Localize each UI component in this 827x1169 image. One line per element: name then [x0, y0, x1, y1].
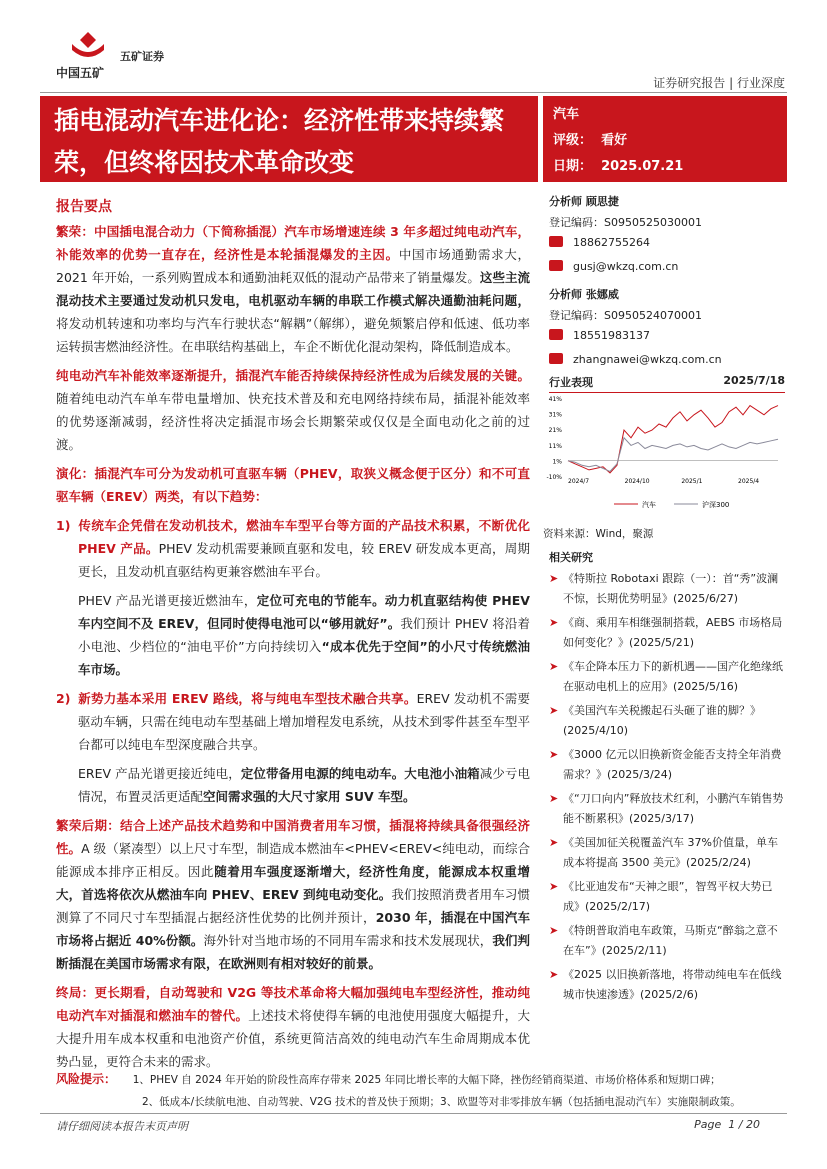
footer: 请仔细阅读本报告末页声明 Page 1 / 20	[56, 1118, 760, 1133]
perf-source: 资料来源：Wind，聚源	[543, 528, 654, 540]
related-item[interactable]: ➤ 《“刀口向内”释放技术红利，小鹏汽车销售势能不断累积》(2025/3/17)	[549, 789, 785, 829]
arrow-icon: ➤	[549, 659, 559, 673]
arrow-icon: ➤	[549, 835, 559, 849]
list-item-2: 2) 新势力基本采用 EREV 路线，将与纯电车型技术融合共享。EREV 发动机不需要驱动车辆，只需在纯电动车型基础上增加增程发电系统，从技术到零件甚至车型平台都可以纯电车型深度融合共享。 EREV 产品光谱更接近纯电，定位带备用电源的纯电动车。大电池小油箱减少亏电情况，布置灵活更适配空间需求强的大尺寸家用 SUV 车型。	[56, 691, 530, 804]
summary-heading: 报告要点	[56, 199, 112, 215]
para-late-prosperity: 繁荣后期：结合上述产品技术趋势和中国消费者用车习惯，插混将持续具备很强经济性。A 级（紧凑型）以上尺寸车型，制造成本燃油车<PHEV<EREV<纯电动，而综合能源成本排序正相反。因此随着用车强度逐渐增大，经济性角度，能源成本权重增大，首选将依次从燃油车向 PHEV、EREV 到纯电动变化。我们按照消费者用车习惯测算了不同尺寸车型插混占据经济性优势的比例并预计，2030 年，插混在中国汽车市场将占据近 40%份额。海外针对当地市场的不同用车需求和技术发展现状，我们判断插混在美国市场需求有限，在欧洲则有相对较好的前景。	[56, 818, 530, 971]
y-tick-label: 41%	[548, 396, 562, 403]
x-tick-label: 2025/1	[681, 478, 703, 485]
para-endgame: 终局：更长期看，自动驾驶和 V2G 等技术革命将大幅加强纯电车型经济性，推动纯电动汽车对插混和燃油车的替代。上述技术将使得车辆的电池使用强度大幅提升，大大提升用车成本权重和电池资产价值，系统更简洁高效的纯电动汽车生命周期成本优势凸显，更符合未来的需求。	[56, 985, 530, 1069]
related-item[interactable]: ➤ 《美国加征关税覆盖汽车 37%价值量，单车成本将提高 3500 美元》(2025/2/24)	[549, 833, 785, 873]
y-tick-label: 11%	[548, 442, 562, 450]
date: 日期： 2025.07.21	[553, 159, 684, 174]
related-item[interactable]: ➤ 《2025 以旧换新落地，将带动纯电车在低线城市快速渗透》(2025/2/6)	[549, 965, 785, 1005]
related-item[interactable]: ➤ 《美国汽车关税搬起石头砸了谁的脚？》(2025/4/10)	[549, 701, 785, 741]
report-title: 插电混动汽车进化论：经济性带来持续繁荣，但终将因技术革命改变	[54, 106, 505, 177]
related-research: 相关研究 ➤ 《特斯拉 Robotaxi 跟踪（一）：首“秀”波澜不惊，长期优势明显》(2025/6/27) ➤ 《商、乘用车相继强制搭载，AEBS 市场格局如何变化？》(2025/5/21) ➤ 《车企降本压力下的新机遇——国产化绝缘纸在驱动电机上的应用》(2025/5/16) ➤ 《美国汽车关税搬起石头砸了谁的脚？》(2025/4/10) ➤ 《3000 亿元以旧换新资金能否支持全年消费需求？》(2025/3/24) ➤ 《“刀口向内”释放技术红利，小鹏汽车销售势能不断累积》(2025/3/17) ➤ 《美国加征关税覆盖汽车 37%价值量，单车成本将提高 3500 美元》(2025/2/24) ➤ 《比亚迪发布“天神之眼”，智驾平权大势已成》(2025/2/17) ➤ 《特朗普取消电车政策，马斯克“醉翁之意不在车”》(2025/2/11) ➤ 《2025 以旧换新落地，将带动纯电车在低线城市快速渗透》(2025/2/6)	[549, 548, 785, 1009]
series-line-0	[568, 406, 778, 473]
brand-name: 中国五矿	[56, 66, 105, 80]
legend-label: 汽车	[642, 501, 656, 509]
brand-sub: 五矿证券	[120, 50, 164, 63]
arrow-icon: ➤	[549, 703, 559, 717]
footer-divider	[40, 1113, 787, 1114]
related-item[interactable]: ➤ 《特斯拉 Robotaxi 跟踪（一）：首“秀”波澜不惊，长期优势明显》(2025/6/27)	[549, 569, 785, 609]
arrow-icon: ➤	[549, 791, 559, 805]
phone-icon	[549, 329, 563, 340]
related-item[interactable]: ➤ 《商、乘用车相继强制搭载，AEBS 市场格局如何变化？》(2025/5/21)	[549, 613, 785, 653]
perf-header: 行业表现 2025/7/18	[549, 374, 785, 393]
arrow-icon: ➤	[549, 571, 559, 585]
rating: 评级： 看好	[553, 133, 628, 148]
para-ev-efficiency: 纯电动汽车补能效率逐渐提升，插混汽车能否持续保持经济性成为后续发展的关键。随着纯电动汽车单车带电量增加、快充技术普及和充电网络持续布局，插混补能效率的优势逐渐减弱，经济性将决定插混市场会长期繁荣或仅仅是全面电动化之前的过渡。	[56, 368, 530, 452]
x-tick-label: 2024/7	[568, 478, 590, 485]
x-tick-label: 2025/4	[738, 478, 760, 485]
industry-box	[543, 96, 787, 182]
email-icon	[549, 353, 563, 364]
brand-logo	[56, 30, 196, 80]
related-item[interactable]: ➤ 《比亚迪发布“天神之眼”，智驾平权大势已成》(2025/2/17)	[549, 877, 785, 917]
email-icon	[549, 260, 563, 271]
minmetals-logo-icon	[66, 30, 110, 64]
related-item[interactable]: ➤ 《3000 亿元以旧换新资金能否支持全年消费需求？》(2025/3/24)	[549, 745, 785, 785]
x-tick-label: 2024/10	[624, 478, 650, 485]
risk-warning: 风险提示： 1、PHEV 自 2024 年开始的阶段性高库存带来 2025 年同比增长率的大幅下降，挫伤经销商渠道、市场价格体系和短期口碑； 2、低成本/长续航电池、自动驾驶、V2G 技术的普及快于预期；3、欧盟等对非零排放车辆（包括插电混动汽车）实施限制政策。	[56, 1072, 741, 1108]
related-item[interactable]: ➤ 《车企降本压力下的新机遇——国产化绝缘纸在驱动电机上的应用》(2025/5/16)	[549, 657, 785, 697]
analysts: 分析师 顾思捷 登记编码：S0950525030001 18862755264 gusj@wkzq.com.cn 分析师 张娜威 登记编码：S0950524070001 18551983137 zhangnawei@wkzq.com.cn	[549, 195, 722, 366]
para-evolution: 演化：插混汽车可分为发动机可直驱车辆（PHEV，取狭义概念便于区分）和不可直驱车辆（EREV）两类，有以下趋势：	[56, 466, 530, 504]
series-line-1	[568, 438, 778, 472]
arrow-icon: ➤	[549, 747, 559, 761]
para-prosperity: 繁荣：中国插电混合动力（下简称插混）汽车市场增速连续 3 年多超过纯电动汽车，补能效率的优势一直存在，经济性是本轮插混爆发的主因。中国市场通勤需求大，2021 年开始，一系列购置成本和通勤油耗双低的混动产品带来了销量爆发。这些主流混动技术主要通过发动机只发电，电机驱动车辆的串联工作模式解决通勤油耗问题，将发动机转速和功率均与汽车行驶状态“解耦”（解绑），避免频繁启停和低速、低功率运转损害燃油经济性。在串联结构基础上，车企不断优化混动架构，降低制造成本。	[56, 224, 530, 354]
arrow-icon: ➤	[549, 879, 559, 893]
y-tick-label: 21%	[548, 427, 562, 435]
arrow-icon: ➤	[549, 615, 559, 629]
y-tick-label: 31%	[548, 411, 562, 419]
summary-body	[56, 220, 530, 1079]
arrow-icon: ➤	[549, 923, 559, 937]
report-type: 证券研究报告 | 行业深度	[653, 76, 785, 90]
y-tick-label: -10%	[546, 474, 562, 481]
perf-chart	[544, 392, 788, 516]
header-divider	[40, 92, 787, 93]
list-item-1: 1) 传统车企凭借在发动机技术，燃油车车型平台等方面的产品技术积累，不断优化 PHEV 产品。PHEV 发动机需要兼顾直驱和发电，较 EREV 研发成本更高，周期更长，且发动机直驱结构更兼容燃油车平台。 PHEV 产品光谱更接近燃油车，定位可充电的节能车。动力机直驱结构使 PHEV 车内空间不及 EREV，但同时使得电池可以“够用就好”。我们预计 PHEV 将沿着小电池、少档位的“油电平价”方向持续切入“成本优先于空间”的小尺寸传统燃油车市场。	[56, 518, 531, 677]
phone-icon	[549, 236, 563, 247]
arrow-icon: ➤	[549, 967, 559, 981]
industry: 汽车	[553, 107, 580, 122]
y-tick-label: 1%	[552, 458, 562, 466]
related-item[interactable]: ➤ 《特朗普取消电车政策，马斯克“醉翁之意不在车”》(2025/2/11)	[549, 921, 785, 961]
legend-label: 沪深300	[702, 501, 730, 509]
